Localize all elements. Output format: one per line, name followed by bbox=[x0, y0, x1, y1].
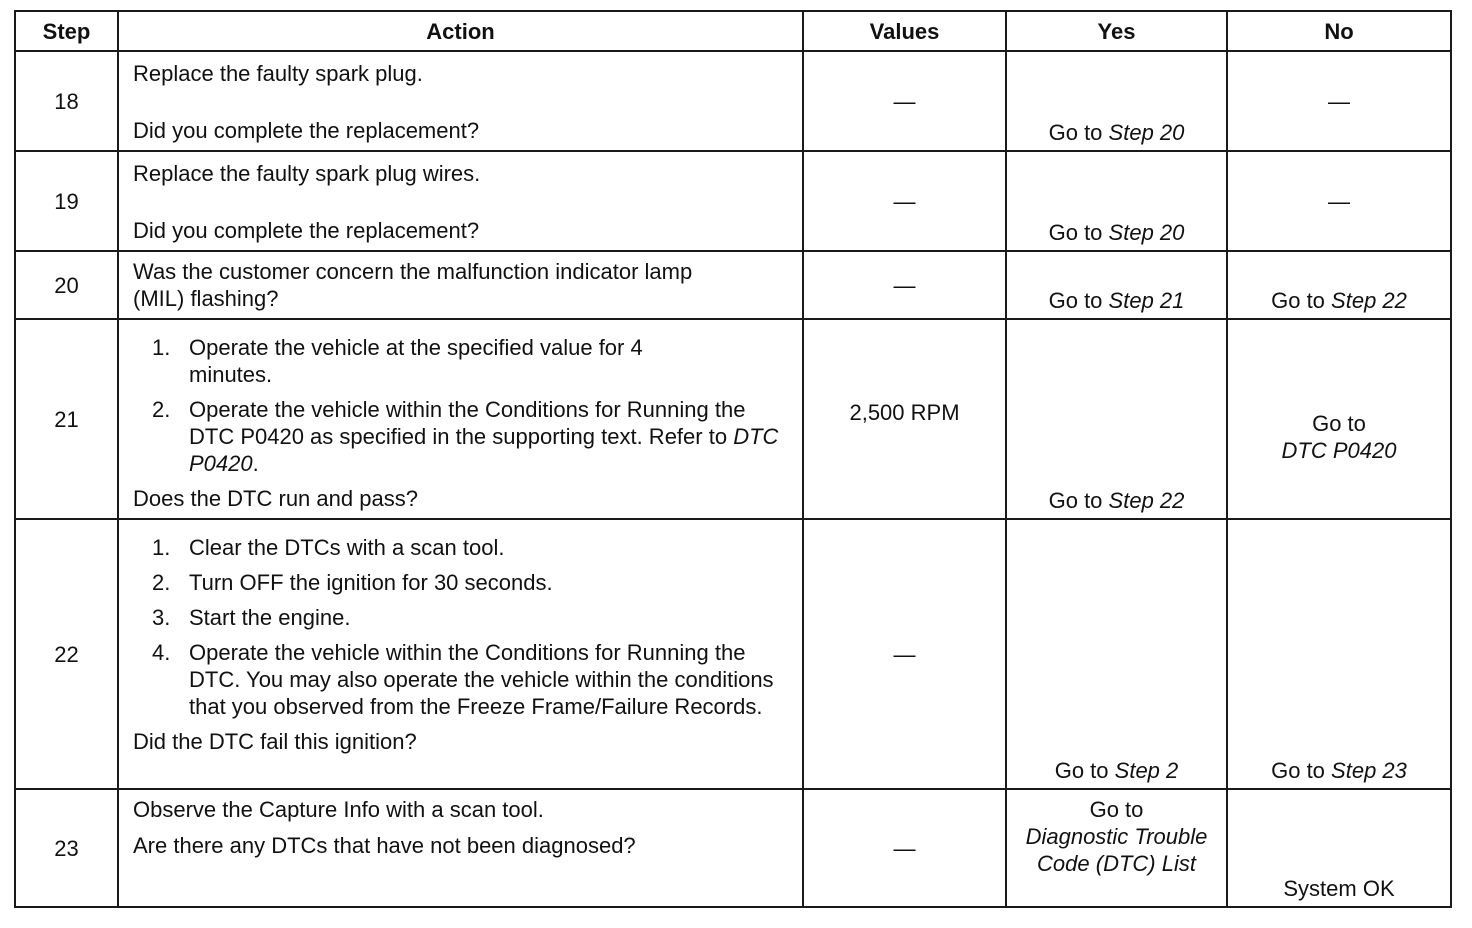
values-cell bbox=[803, 519, 1006, 789]
list-item-text: Turn OFF the ignition for 30 seconds. bbox=[189, 570, 553, 595]
header-yes: Yes bbox=[1006, 11, 1227, 51]
list-item-text: Clear the DTCs with a scan tool. bbox=[189, 535, 505, 560]
yes-cell bbox=[1006, 51, 1227, 151]
dash: — bbox=[1328, 188, 1350, 214]
step-number: 22 bbox=[15, 519, 118, 789]
values-cell bbox=[803, 51, 1006, 151]
table-row bbox=[15, 789, 1451, 907]
dash: — bbox=[893, 272, 916, 298]
values-cell bbox=[803, 789, 1006, 907]
yes-cell bbox=[1006, 319, 1227, 519]
dash: — bbox=[893, 835, 916, 861]
no-prefix: Go to bbox=[1271, 758, 1325, 783]
yes-cell bbox=[1006, 251, 1227, 319]
step-number: 18 bbox=[15, 51, 118, 151]
list-item-text: Operate the vehicle within the Conditions for Running the DTC. You may also operate the vehicle within the conditions that you observed from the Freeze Frame/Failure Records. bbox=[189, 640, 774, 719]
list-item-text: Operate the vehicle within the Conditions for Running the DTC P0420 as specified in the supporting text. Refer to bbox=[189, 397, 746, 449]
yes-link[interactable]: Step 22 bbox=[1108, 488, 1185, 513]
step-number: 23 bbox=[15, 789, 118, 907]
header-action: Action bbox=[118, 11, 803, 51]
action-question: Was the customer concern the malfunction indicator lamp (MIL) flashing? bbox=[133, 259, 693, 311]
list-item: 2. Operate the vehicle within the Conditions for Running the DTC P0420 as specified in the supporting text. Refer to DTC P0420. bbox=[152, 397, 779, 476]
no-link[interactable]: DTC P0420 bbox=[1281, 438, 1397, 463]
action-question: Are there any DTCs that have not been diagnosed? bbox=[133, 833, 636, 858]
table-row bbox=[15, 519, 1451, 789]
dash: — bbox=[893, 88, 916, 114]
dash: — bbox=[893, 188, 916, 214]
list-item-text: Start the engine. bbox=[189, 605, 351, 630]
list-item: 4. Operate the vehicle within the Conditions for Running the DTC. You may also operate the vehicle within the conditions that you observed from the Freeze Frame/Failure Records. bbox=[152, 640, 774, 719]
dtc-link[interactable]: DTC P0420 bbox=[189, 424, 779, 476]
action-steps-list bbox=[133, 534, 790, 720]
action-question: Did the DTC fail this ignition? bbox=[133, 729, 417, 754]
no-cell bbox=[1227, 151, 1451, 251]
list-item-text: Operate the vehicle at the specified value for 4 minutes. bbox=[189, 335, 643, 387]
action-question: Does the DTC run and pass? bbox=[133, 486, 418, 511]
yes-link[interactable]: Step 20 bbox=[1108, 220, 1185, 245]
action-cell bbox=[118, 319, 803, 519]
table-row bbox=[15, 251, 1451, 319]
header-step: Step bbox=[15, 11, 118, 51]
yes-prefix: Go to bbox=[1089, 797, 1144, 822]
yes-prefix: Go to bbox=[1048, 120, 1103, 145]
yes-cell bbox=[1006, 789, 1227, 907]
yes-prefix: Go to bbox=[1048, 220, 1103, 245]
action-question: Did you complete the replacement? bbox=[133, 118, 480, 143]
yes-link[interactable]: Step 2 bbox=[1114, 758, 1179, 783]
diagnostic-table bbox=[14, 10, 1452, 908]
dash: — bbox=[893, 641, 916, 667]
action-cell bbox=[118, 151, 803, 251]
no-cell bbox=[1227, 319, 1451, 519]
header-no: No bbox=[1227, 11, 1451, 51]
table-row bbox=[15, 51, 1451, 151]
no-cell: System OK bbox=[1227, 789, 1451, 907]
action-cell bbox=[118, 51, 803, 151]
step-number: 20 bbox=[15, 251, 118, 319]
table-row bbox=[15, 319, 1451, 519]
header-row bbox=[15, 11, 1451, 51]
yes-prefix: Go to bbox=[1054, 758, 1109, 783]
action-steps-list bbox=[133, 334, 790, 477]
no-link[interactable]: Step 22 bbox=[1331, 288, 1407, 313]
no-cell bbox=[1227, 519, 1451, 789]
action-text: Replace the faulty spark plug wires. bbox=[133, 161, 481, 186]
yes-prefix: Go to bbox=[1048, 488, 1103, 513]
table-row bbox=[15, 151, 1451, 251]
step-number: 21 bbox=[15, 319, 118, 519]
header-values: Values bbox=[803, 11, 1006, 51]
values-cell bbox=[803, 251, 1006, 319]
values-cell: 2,500 RPM bbox=[803, 319, 1006, 519]
yes-prefix: Go to bbox=[1048, 288, 1103, 313]
values-cell bbox=[803, 151, 1006, 251]
action-cell bbox=[118, 789, 803, 907]
list-item: 2. Turn OFF the ignition for 30 seconds. bbox=[152, 570, 553, 595]
action-cell bbox=[118, 519, 803, 789]
no-prefix: Go to bbox=[1312, 411, 1366, 436]
list-item: 1. Operate the vehicle at the specified value for 4 minutes. bbox=[152, 335, 643, 387]
no-cell bbox=[1227, 51, 1451, 151]
yes-link[interactable]: Step 21 bbox=[1108, 288, 1185, 313]
no-cell bbox=[1227, 251, 1451, 319]
dash: — bbox=[1328, 88, 1350, 114]
yes-cell bbox=[1006, 151, 1227, 251]
action-cell bbox=[118, 251, 803, 319]
no-link[interactable]: Step 23 bbox=[1331, 758, 1407, 783]
list-item: 1. Clear the DTCs with a scan tool. bbox=[152, 535, 505, 560]
step-number: 19 bbox=[15, 151, 118, 251]
yes-link[interactable]: Step 20 bbox=[1108, 120, 1185, 145]
list-item: 3. Start the engine. bbox=[152, 605, 351, 630]
no-prefix: Go to bbox=[1271, 288, 1325, 313]
yes-cell bbox=[1006, 519, 1227, 789]
action-text: Replace the faulty spark plug. bbox=[133, 61, 423, 86]
yes-link[interactable]: Diagnostic Trouble Code (DTC) List bbox=[1025, 824, 1208, 876]
action-question: Did you complete the replacement? bbox=[133, 218, 480, 243]
action-text: Observe the Capture Info with a scan tool. bbox=[133, 797, 544, 822]
